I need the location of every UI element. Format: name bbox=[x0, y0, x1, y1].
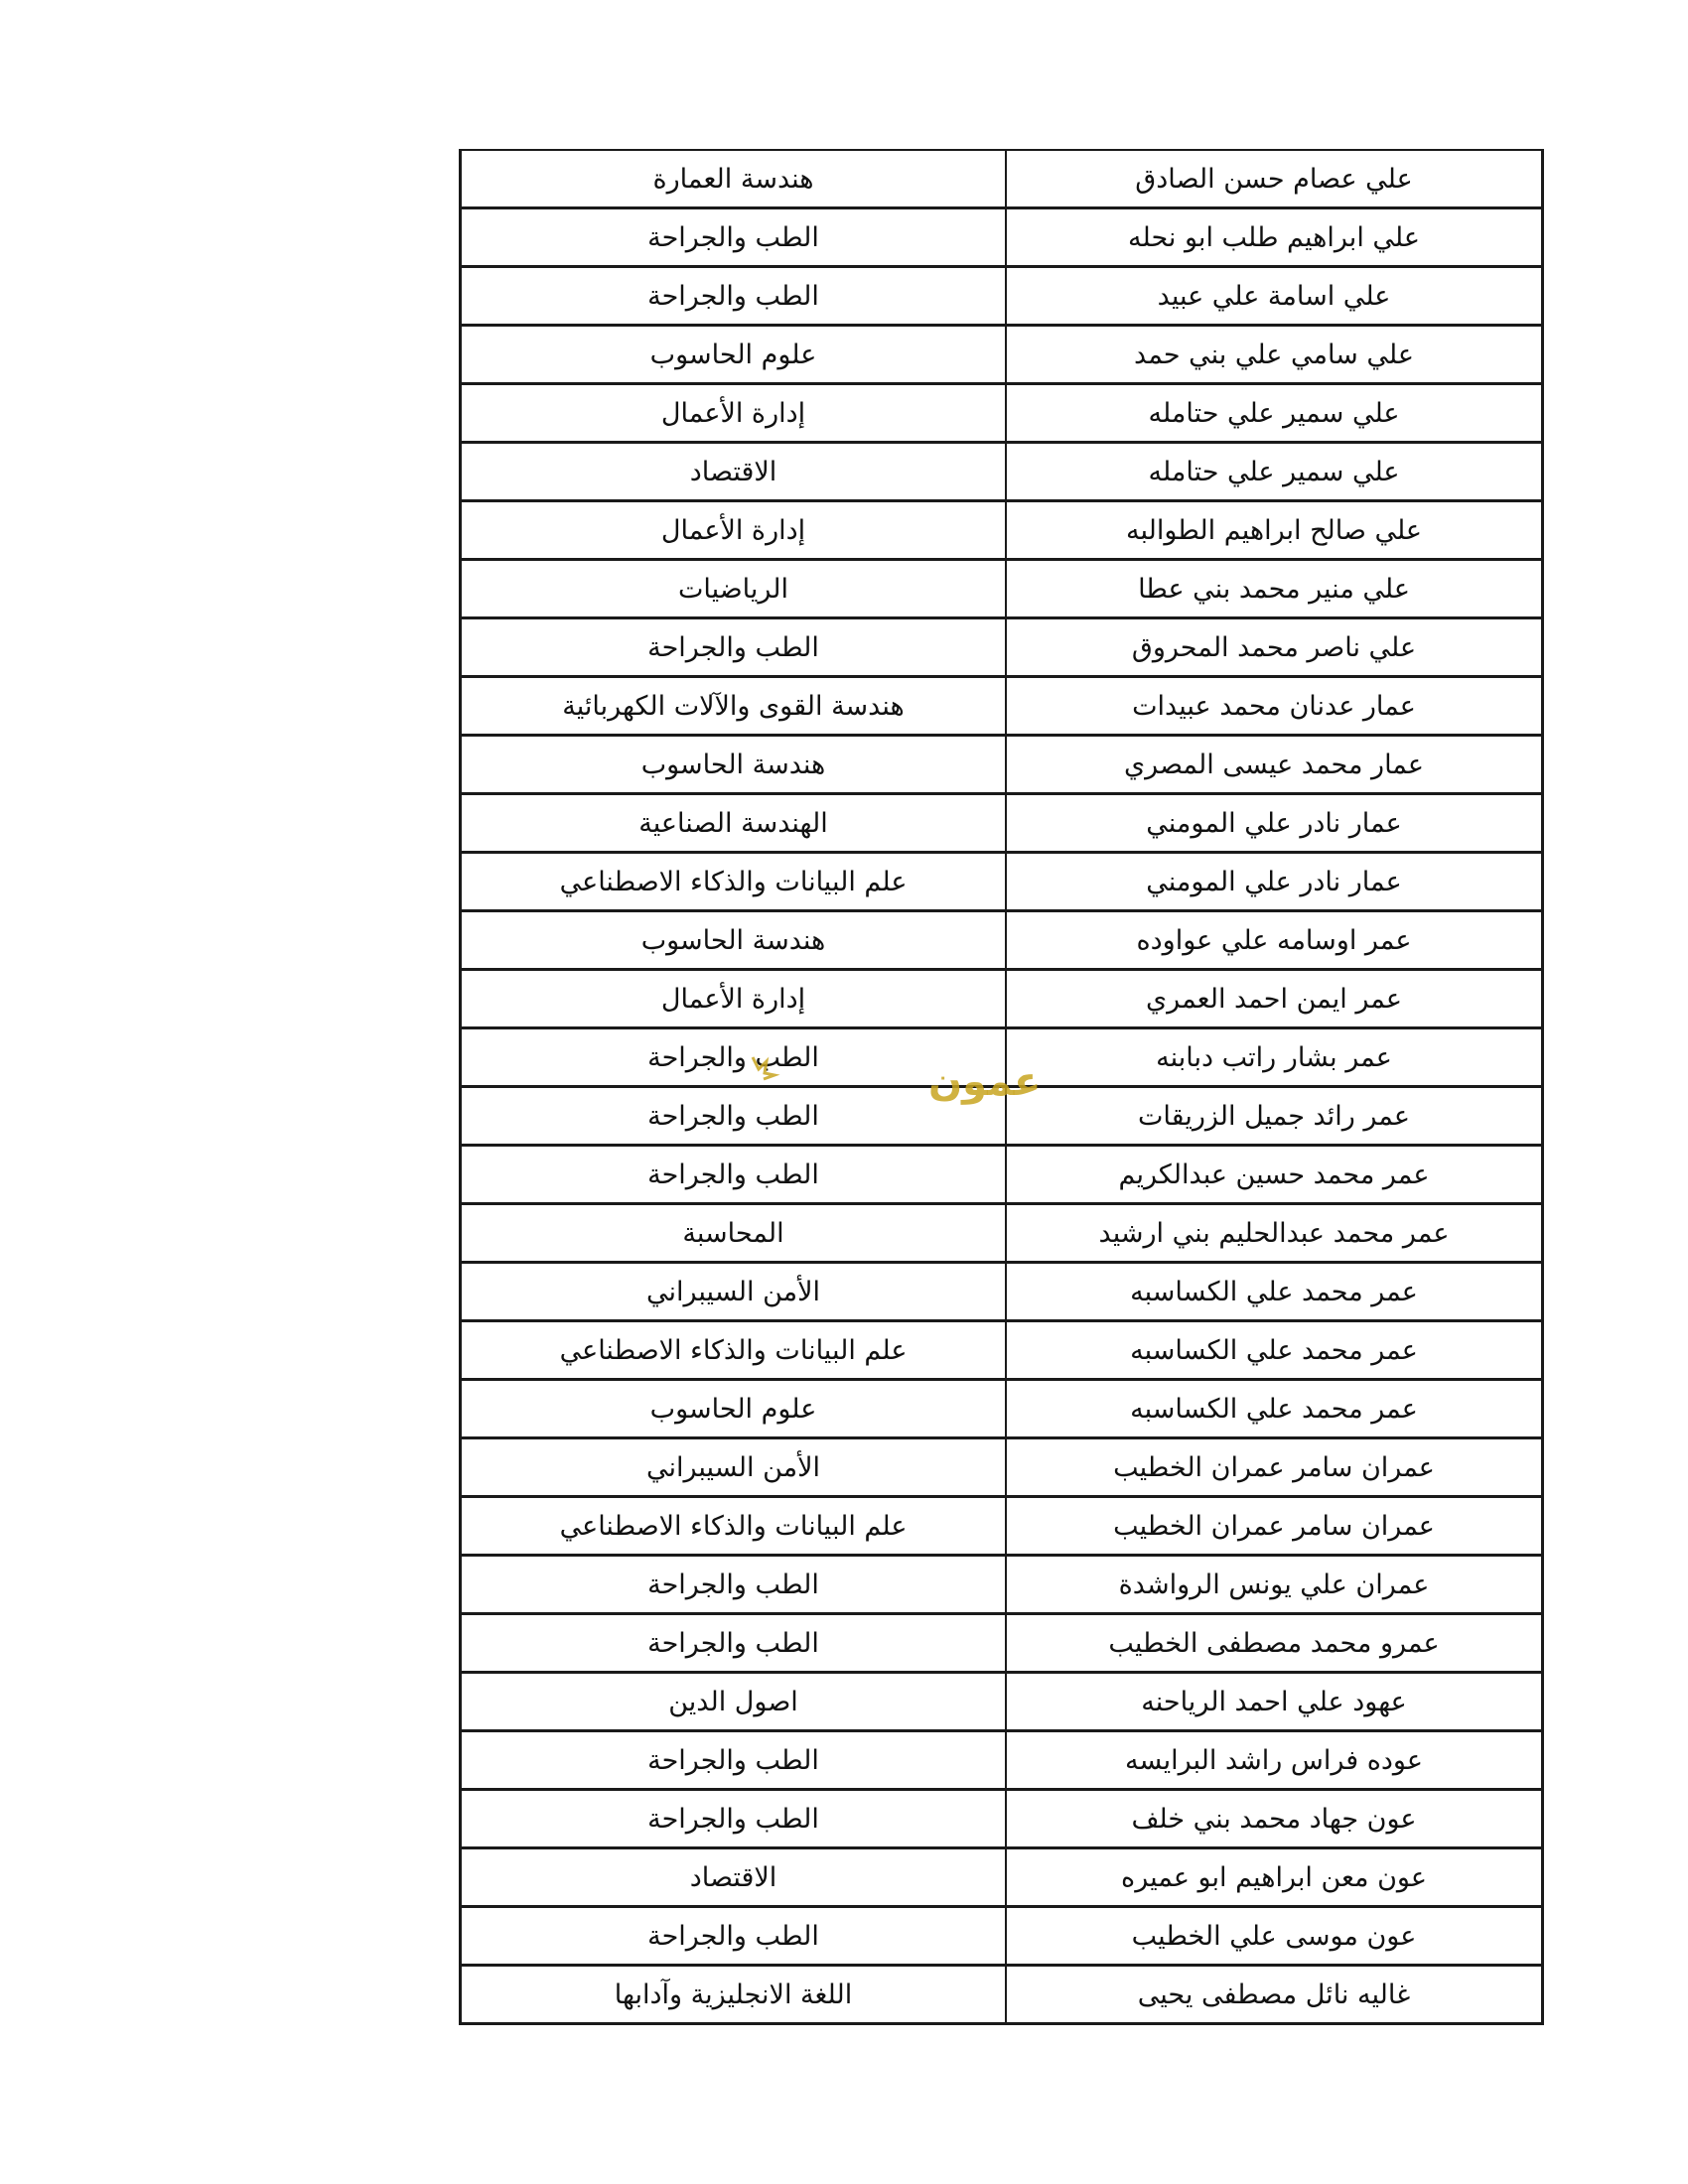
student-name-cell: عمرو محمد مصطفى الخطيب bbox=[1108, 1627, 1440, 1659]
major-cell: اصول الدين bbox=[462, 1674, 1007, 1729]
major-cell: إدارة الأعمال bbox=[462, 502, 1007, 558]
table-row bbox=[462, 385, 1541, 444]
major-cell: الطب والجراحة bbox=[462, 1791, 1007, 1846]
major-cell: هندسة العمارة bbox=[462, 151, 1007, 206]
table-row bbox=[462, 1322, 1541, 1381]
table-row bbox=[462, 1674, 1541, 1732]
table-row bbox=[462, 971, 1541, 1029]
table-row bbox=[462, 502, 1541, 561]
student-name-cell: علي منير محمد بني عطا bbox=[1138, 573, 1410, 605]
student-name-cell: علي صالح ابراهيم الطوالبه bbox=[1125, 514, 1423, 546]
major-cell: الأمن السيبراني bbox=[462, 1439, 1007, 1495]
table-row bbox=[462, 1967, 1541, 2025]
student-name-cell: عمر محمد عبدالحليم بني ارشيد bbox=[1098, 1217, 1450, 1249]
student-name-cell: عمر اوسامه علي عواوده bbox=[1136, 924, 1412, 956]
major-cell: الطب والجراحة bbox=[462, 1732, 1007, 1788]
student-name-cell: عمران سامر عمران الخطيب bbox=[1113, 1451, 1435, 1483]
major-cell: الطب والجراحة bbox=[462, 1029, 1007, 1085]
major-cell: الرياضيات bbox=[462, 561, 1007, 616]
table-row bbox=[462, 678, 1541, 737]
student-name-cell: عمر بشار راتب دبابنه bbox=[1156, 1041, 1392, 1073]
major-cell: الطب والجراحة bbox=[462, 268, 1007, 324]
student-name-cell: عون معن ابراهيم ابو عميره bbox=[1121, 1861, 1427, 1893]
major-cell: الطب والجراحة bbox=[462, 1615, 1007, 1671]
major-cell: الطب والجراحة bbox=[462, 1088, 1007, 1144]
student-name-cell: عهود علي احمد الرياحنه bbox=[1141, 1686, 1407, 1717]
table-row bbox=[462, 1088, 1541, 1147]
table-row bbox=[462, 737, 1541, 795]
table-row bbox=[462, 619, 1541, 678]
major-cell: الاقتصاد bbox=[462, 1849, 1007, 1905]
student-name-cell: عمر محمد علي الكساسبه bbox=[1130, 1334, 1418, 1366]
table-row bbox=[462, 1439, 1541, 1498]
major-cell: الطب والجراحة bbox=[462, 1147, 1007, 1202]
table-row bbox=[462, 209, 1541, 268]
table-row bbox=[462, 561, 1541, 619]
results-table bbox=[459, 149, 1544, 2025]
table-row bbox=[462, 1381, 1541, 1439]
student-name-cell: علي عصام حسن الصادق bbox=[1135, 163, 1413, 195]
major-cell: هندسة الحاسوب bbox=[462, 737, 1007, 792]
major-cell: الأمن السيبراني bbox=[462, 1264, 1007, 1319]
table-row bbox=[462, 1908, 1541, 1967]
major-cell: اللغة الانجليزية وآدابها bbox=[462, 1967, 1007, 2022]
major-cell: الطب والجراحة bbox=[462, 1908, 1007, 1964]
major-cell: الطب والجراحة bbox=[462, 619, 1007, 675]
table-row bbox=[462, 1791, 1541, 1849]
student-name-cell: عمران سامر عمران الخطيب bbox=[1113, 1510, 1435, 1542]
table-row bbox=[462, 795, 1541, 854]
student-name-cell: عمران علي يونس الرواشدة bbox=[1118, 1569, 1430, 1600]
table-row bbox=[462, 1029, 1541, 1088]
watermark-text: عمون bbox=[928, 1059, 1042, 1105]
major-cell: علوم الحاسوب bbox=[462, 327, 1007, 382]
table-row bbox=[462, 1732, 1541, 1791]
student-name-cell: عمر محمد علي الكساسبه bbox=[1130, 1276, 1418, 1307]
major-cell: علم البيانات والذكاء الاصطناعي bbox=[462, 1498, 1007, 1554]
student-name-cell: عون جهاد محمد بني خلف bbox=[1131, 1803, 1417, 1835]
student-name-cell: غاليه نائل مصطفى يحيى bbox=[1137, 1979, 1411, 2010]
table-row bbox=[462, 854, 1541, 912]
student-name-cell: عوده فراس راشد البرايسه bbox=[1125, 1744, 1423, 1776]
major-cell: المحاسبة bbox=[462, 1205, 1007, 1261]
student-name-cell: عمار نادر علي المومني bbox=[1146, 807, 1402, 839]
table-row bbox=[462, 912, 1541, 971]
student-name-cell: علي سمير علي حتامله bbox=[1148, 397, 1400, 429]
major-cell: الطب والجراحة bbox=[462, 209, 1007, 265]
student-name-cell: علي سامي علي بني حمد bbox=[1134, 339, 1414, 370]
student-name-cell: علي ناصر محمد المحروق bbox=[1131, 631, 1417, 663]
student-name-cell: عمر ايمن احمد العمري bbox=[1146, 983, 1402, 1015]
table-row bbox=[462, 1205, 1541, 1264]
student-name-cell: عمار عدنان محمد عبيدات bbox=[1132, 690, 1416, 722]
table-row bbox=[462, 1849, 1541, 1908]
major-cell: علم البيانات والذكاء الاصطناعي bbox=[462, 1322, 1007, 1378]
major-cell: إدارة الأعمال bbox=[462, 971, 1007, 1026]
table-row bbox=[462, 1615, 1541, 1674]
table-row bbox=[462, 444, 1541, 502]
student-name-cell: علي ابراهيم طلب ابو نحله bbox=[1128, 221, 1420, 253]
student-name-cell: عمر رائد جميل الزريقات bbox=[1138, 1100, 1410, 1132]
major-cell: الطب والجراحة bbox=[462, 1557, 1007, 1612]
student-name-cell: علي اسامة علي عبيد bbox=[1157, 280, 1391, 312]
major-cell: الاقتصاد bbox=[462, 444, 1007, 499]
table-row bbox=[462, 1498, 1541, 1557]
student-name-cell: عمار محمد عيسى المصري bbox=[1123, 749, 1425, 780]
table-row bbox=[462, 268, 1541, 327]
major-cell: الهندسة الصناعية bbox=[462, 795, 1007, 851]
student-name-cell: عون موسى علي الخطيب bbox=[1131, 1920, 1417, 1952]
table-row bbox=[462, 327, 1541, 385]
major-cell: هندسة الحاسوب bbox=[462, 912, 1007, 968]
table-row bbox=[462, 1147, 1541, 1205]
student-name-cell: علي سمير علي حتامله bbox=[1148, 456, 1400, 487]
table-row bbox=[462, 1264, 1541, 1322]
student-name-cell: عمار نادر علي المومني bbox=[1146, 866, 1402, 897]
major-cell: هندسة القوى والآلات الكهربائية bbox=[462, 678, 1007, 734]
student-name-cell: عمر محمد حسين عبدالكريم bbox=[1118, 1159, 1430, 1190]
table-row bbox=[462, 1557, 1541, 1615]
major-cell: إدارة الأعمال bbox=[462, 385, 1007, 441]
student-name-cell: عمر محمد علي الكساسبه bbox=[1130, 1393, 1418, 1425]
major-cell: علم البيانات والذكاء الاصطناعي bbox=[462, 854, 1007, 909]
major-cell: علوم الحاسوب bbox=[462, 1381, 1007, 1436]
table-row bbox=[462, 151, 1541, 209]
